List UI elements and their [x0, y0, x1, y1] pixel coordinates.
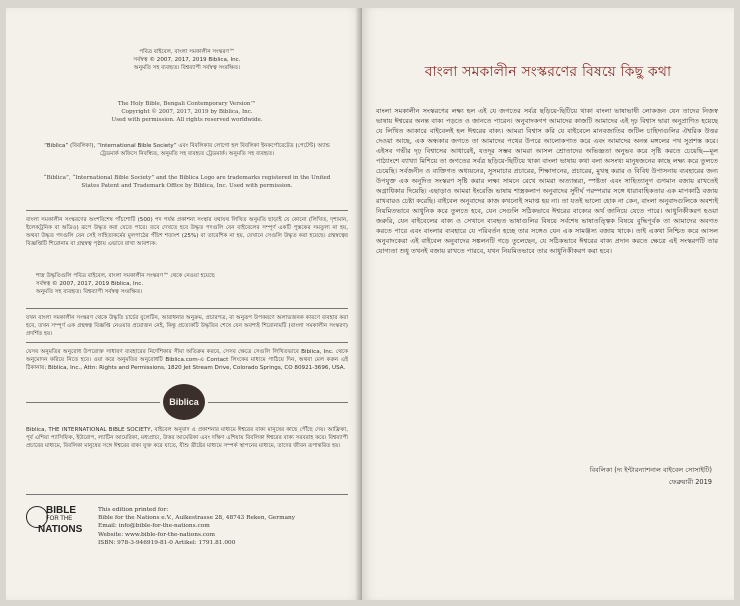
printed-line: This edition printed for:	[98, 507, 169, 513]
copyright-block-bn	[26, 48, 348, 72]
logo-word: NATIONS	[38, 524, 83, 535]
printed-email[interactable]: Email: info@bible-for-the-nations.com	[98, 523, 210, 530]
printed-line: Bible for the Nations e.V., Aulkestrasse 28, 48743 Reken, Germany	[98, 515, 296, 522]
divider	[26, 210, 348, 211]
divider	[26, 494, 348, 495]
preface-page	[362, 8, 734, 600]
copyright-line: The Holy Bible, Bengali Contemporary Version™	[117, 101, 257, 107]
copyright-line: পবিত্র বাইবেল, বাংলা সমকালীন সংস্করণ™	[139, 49, 235, 55]
copyright-line: অনুমতি সহ ব্যবহৃত। বিশ্বব্যাপী সর্বস্বত্ব সংরক্ষিত।	[133, 65, 241, 71]
logo-word: FOR THE	[46, 516, 73, 522]
printed-website[interactable]: Website: www.bible-for-the-nations.com	[98, 531, 216, 538]
notice-line: সর্বস্বত্ব © 2007, 2017, 2019 Biblica, Inc.	[36, 281, 144, 287]
printed-for-block	[98, 506, 348, 547]
trademark-en: “Biblica”, “International Bible Society” and the Biblica Logo are trademarks registered in the United States Patent and Trademark Office by Biblica, Inc. Used with permission.	[43, 175, 331, 189]
copyright-line: সর্বস্বত্ব © 2007, 2017, 2019 Biblica, Inc.	[133, 57, 241, 63]
notice-line: অনুমতি সহ ব্যবহৃত। বিশ্বব্যাপী সর্বস্বত্ব সংরক্ষিত।	[36, 289, 143, 295]
logo-word: BIBLE	[46, 505, 76, 516]
preface-signature: বিবলিকা (দ্য ইন্টারন্যাশনাল বাইবেল সোসাইটি)	[589, 466, 712, 474]
trademark-bn: “Biblica” (বিবলিকা), “International Bible Society” এবং বিবলিকার লোগো হল বিবলিকা ইনকর্পোরেটেড (পেটেন্ট) অ্যান্ড ট্রেডমার্ক অফিসে নিবন্ধিত, অনুমতি সহ ব্যবহৃত ট্রেডমার্ক। অনুমতি সহ ব্যবহৃত।	[44, 143, 330, 157]
biblica-logo-band	[6, 384, 362, 420]
copyright-block-en	[26, 100, 348, 124]
divider	[26, 308, 348, 309]
preface-body: বাংলা সমকালীন সংস্করণের লক্ষ্য হল এই যে জগতের সর্বত্র ছড়িয়ে-ছিটিয়ে থাকা বাংলা ভাষাভাষী লোকজন যেন তাদের নিজস্ব ভাষায় ঈশ্বরের অনন্ত বাক্য পড়তে ও জানতে পারেন। অনুবাদকগণ আমাদের কাজটি আমাদের এই দৃঢ় বিশ্বাস দ্বারা অনুপ্রাণিত হয়েছে যে লিখিত আকারে বাইবেলই হল ঈশ্বরের বাক্য। আমরা বিশ্বাস করি যে বাইবেলে মানবজাতির জটিল চাহিদাগুলির ঐশ্বরিক উত্তর দেওয়া আছে, এক অন্ধকার জগতে তা আমাদের পথের উপরে আলোকপাত করে এবং আমাদের অনন্ত মঙ্গলের পথ সুপ্রশস্ত করে। এইসব গভীর দৃঢ় বিশ্বাসের আধারেই, যতদূর সম্ভব আমরা আসল শ্রোতাদের অভিজ্ঞতা অনুভব করে সৃষ্টি করতে চেয়েছি—মূল পাঠ্যাংশে ব্যাখ্যা মিশিয়ে তা জগতের সর্বত্র ছড়িয়ে-ছিটিয়ে থাকা বাংলা ভাষায় কথা বলা অসংখ্য মানুষজনের কাছে লক্ষ্য করে তুলতে চেয়েছি। সর্বজনীন ও ব্যক্তিগত অধ্যয়নের, সুসমাচার প্রচারের, শিক্ষাদানের, প্রচারের, মুখস্থ করার ও বিবিধ উপাসনায় ব্যবহারের জন্য উপযুক্ত এক অনুদিত সংস্করণ সৃষ্টি করার লক্ষ্য সামনে রেখে আমরা অত্যান্তরা, স্পষ্টতা এবং সাহিত্যানুগ গুণমান বজায় রাখতেই অগ্রাধিকার দিয়েছি। এছাড়াও আমরা ইংরেজি ভাষায় শাস্ত্রকলাপ অনুবাদের সুদীর্ঘ পরম্পরার সঙ্গে ধারাবাহিকতার এক মাপকাঠি বজায় রাখবারও চেষ্টা করেছি। বাইবেল অনুবাদের কাজ কখনোই সমাপ্ত হয় না। তা যতই ভালো হোক না কেন, বাংলা অনুবাদগুলিকে অবশ্যই নিয়মিতভাবে আধুনিক করে তুলতে হবে, যেন সেগুলি সঠিকভাবে ঈশ্বরের বাক্যের অর্থ জানিয়ে যেতে পারে। আধুনিকীকরণ হওয়া জরুরি, যেন বাইবেলের বাক্য ও সেখানে ব্যবহৃত ভাষাগুলির বিষয়ে সর্বশেষ ভাষাতত্ত্বিক বিষয়ে বুদ্ধিপূর্বক তা আমাদের অবগত করতে পারে এবং বাংলার ব্যবহারে যে পরিবর্তন হচ্ছে তার সঙ্গেও যেন এক সামঞ্জস্য বজায় থাকে। তাই একথা নিশ্চিত করে আসল অনুবাদকেরা এই বাইবেল অনুবাদের সঙ্কলনটি গড়ে তুলেছেন, যে সঠিকভাবে ঈশ্বরের বাক্য প্রদান করতে ক্ষেত্রে এই সংস্করণটি তার যোগ্যতা শুধু তখনই বজায় রাখতে পারবে, যখন নিয়মিতভাবে তার আধুনিকীকরণ করা হবে।	[376, 107, 718, 255]
biblica-mission-paragraph: Biblica, THE INTERNATIONAL BIBLE SOCIETY, বাইবেল অনুবাদ ও প্রকাশনার মাধ্যমে ঈশ্বরের বাক্য মানুষের কাছে পৌঁছে দেয়। আফ্রিকা, পূর্ব এশিয়া প্যাসিফিক, ইউরোপ, ল্যাটিন আমেরিকা, মধ্যপ্রাচ্য, উত্তর আমেরিকা এবং দক্ষিণ এশিয়ায় বিবলিকা ঈশ্বরের বাক্য সরবরাহ করে। বিশ্বব্যাপী প্রচারের মাধ্যমে, বিবলিকা মানুষের সঙ্গে ঈশ্বরের বাক্য যুক্ত করে যাতে, যীশু খ্রীষ্টের মাধ্যমে সম্পর্ক স্থাপনের মাধ্যমে, তাদের জীবন রূপান্তরিত হয়।	[26, 427, 348, 449]
biblica-logo: Biblica	[163, 384, 205, 420]
copyright-page	[6, 8, 362, 600]
permission-text-bn: যেসব অনুমতির অনুরোধ উপরোক্ত সাধারণ ব্যবহারের নির্দেশিকার সীমা অতিক্রম করবে, সেসব ক্ষেত্রে সেগুলি লিখিতভাবে Biblica, Inc. থেকে অনুমোদন করিয়ে নিতে হবে। ওয়া করে অনুমতির অনুরোধটি Biblica.com-এ Contact লিংকের মাধ্যমে পাঠিয়ে দিন, অথবা মেল করুন এই ঠিকানায়: Biblica, Inc.,	[26, 349, 348, 371]
copyright-line: Copyright © 2007, 2017, 2019 by Biblica, Inc.	[121, 109, 253, 115]
copyright-line: Used with permission. All rights reserved worldwide.	[111, 117, 263, 123]
divider	[26, 342, 348, 343]
permission-request-paragraph	[26, 348, 348, 372]
preface-date: ফেব্রুয়ারী 2019	[668, 478, 712, 486]
bible-for-the-nations-logo	[26, 504, 84, 542]
printed-isbn: ISBN: 978-3-946919-81-0 Artikel: 1791.81.000	[98, 539, 236, 546]
copyright-notice-sample	[36, 272, 348, 296]
permission-address-en: Attn: Rights and Permissions, 1820 Jet Stream Drive, Colorado Springs, CO 80921-3696, USA.	[83, 365, 346, 371]
non-saleable-use-paragraph: যখন বাংলা সমকালীন সংস্করণ থেকে উদ্ধৃতি চার্চের বুলেটিন, আরাধনার অনুক্রম, প্রচারপত্র, বা অনুরূপ উপকরণে অলাভজনক কারণে ব্যবহার করা হবে, তখন সম্পূর্ণ এক গ্রন্থস্বত্ব বিজ্ঞপ্তি নেওয়ার প্রয়োজন নেই, কিন্তু প্রত্যেকটি উদ্ধৃতির শেষে যেন অবশ্যই শিরোনামটি (বাংলা সমকালীন সংস্করণ) প্রদর্শিত হয়।	[26, 315, 348, 337]
page-title: বাংলা সমকালীন সংস্করণের বিষয়ে কিছু কথা	[424, 64, 672, 80]
notice-line: শাস্ত্র উদ্ধৃতিগুলি পবিত্র বাইবেল, বাংলা সমকালীন সংস্করণ™ থেকে নেওয়া হয়েছে	[36, 273, 215, 279]
quotation-permission-paragraph: বাংলা সমকালীন সংস্করণের অংশবিশেষ পাঁচশোটি (500) পদ পর্যন্ত প্রকাশনা সংস্থার যথাযথ লিখিত অনুমতি ছাড়াই যে কোনো (লিখিত, দৃশ্যমান, ইলেকট্রনিক বা অডিও) রূপে উদ্ধৃত করা যেতে পারে। তবে দেখতে হবে উদ্ধৃত পদগুলি যেন বাইবেলের সম্পূর্ণ একটি পুস্তকের সমতুল্য না হয়, অথবা উদ্ধৃত পদগুলি যেন সেই সাহিত্যকর্মের মুলপাঠের পঁচিশ শতাংশ (25%) বা তারেশিক না হয়, যেখানে সেগুলি উদ্ধৃত করা হয়েছে। গ্রন্থস্বত্বের বিজ্ঞপ্তিটি শিরোনাম বা গ্রন্থস্বত্ব পৃষ্ঠায় এভাবে রাখা আবশ্যক:	[26, 217, 348, 247]
